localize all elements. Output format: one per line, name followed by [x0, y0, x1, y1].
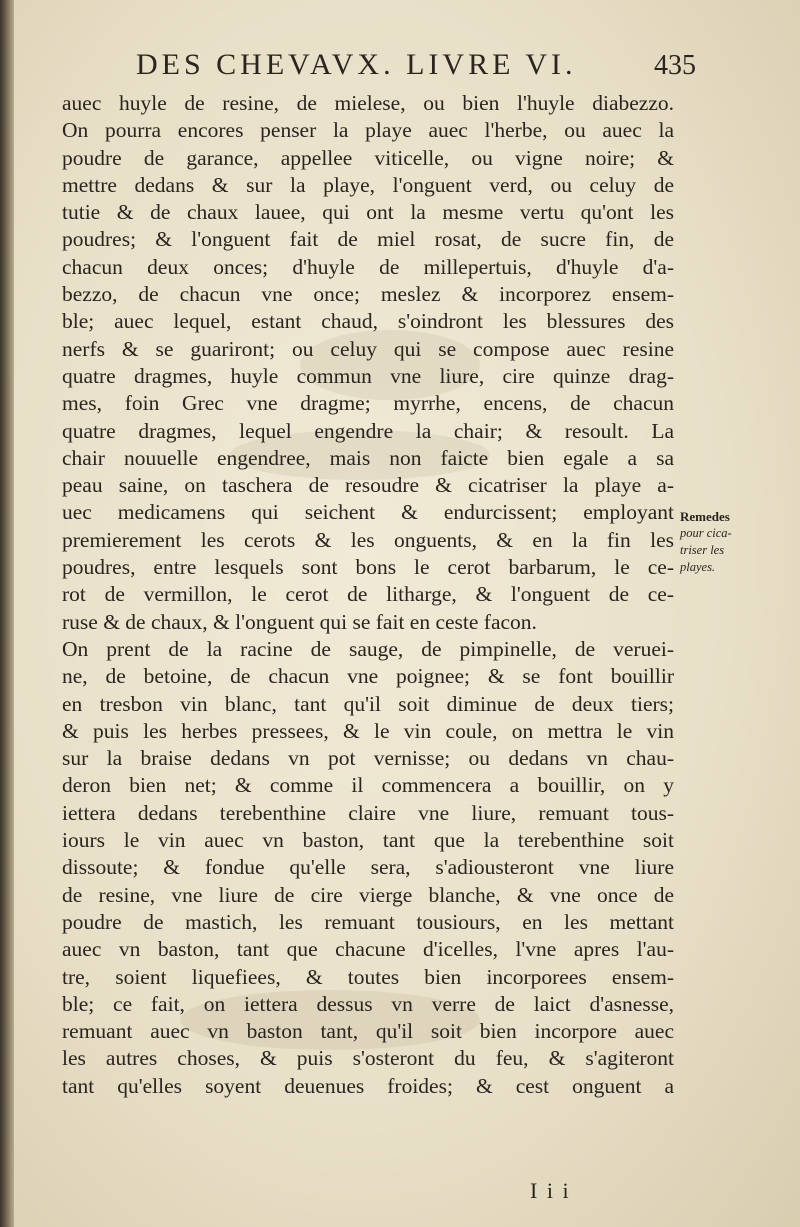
text-line: deron bien net; & comme il commencera a bouillir, on y [62, 773, 674, 798]
text-line: tutie & de chaux lauee, qui ont la mesme vertu qu'ont les [62, 200, 674, 225]
text-line: quatre dragmes, huyle commun vne liure, cire quinze drag- [62, 363, 674, 388]
text-line: rot de vermillon, le cerot de litharge, & l'onguent de ce- [62, 582, 674, 607]
text-line: On prent de la racine de sauge, de pimpinelle, de veruei- [62, 636, 674, 661]
text-line: sur la braise dedans vn pot vernisse; ou dedans vn chau- [62, 746, 674, 771]
text-line: en tresbon vin blanc, tant qu'il soit diminue de deux tiers; [62, 691, 674, 716]
running-title: DES CHEVAVX. LIVRE VI. [136, 48, 577, 81]
text-line: On pourra encores penser la playe auec l'herbe, ou auec la [62, 118, 674, 143]
text-line: poudre de garance, appellee viticelle, ou vigne noire; & [62, 145, 674, 170]
signature-mark: I i i [530, 1178, 571, 1203]
text-line: tre, soient liquefiees, & toutes bien incorporees ensem- [62, 964, 674, 989]
text-line: poudre de mastich, les remuant tousiours, en les mettant [62, 909, 674, 934]
text-line: chacun deux onces; d'huyle de millepertuis, d'huyle d'a- [62, 254, 674, 279]
text-line: de resine, vne liure de cire vierge blanche, & vne once de [62, 882, 674, 907]
page-number: 435 [654, 50, 696, 81]
binding-gutter [0, 0, 14, 1227]
margin-note-line: triser les [680, 543, 725, 557]
text-line: mettre dedans & sur la playe, l'onguent verd, ou celuy de [62, 172, 674, 197]
text-line: bezzo, de chacun vne once; meslez & incorporez ensem- [62, 282, 674, 307]
text-line: uec medicamens qui seichent & endurcissent; employant [62, 500, 674, 525]
text-line: poudres, entre lesquels sont bons le cerot barbarum, le ce- [62, 555, 674, 580]
text-line: ble; auec lequel, estant chaud, s'oindront les blessures des [62, 309, 674, 334]
page-header [136, 48, 696, 88]
text-line: remuant auec vn baston tant, qu'il soit bien incorpore auec [62, 1019, 674, 1044]
text-line: premierement les cerots & les onguents, & en la fin les [62, 527, 674, 552]
text-line: ne, de betoine, de chacun vne poignee; & se font bouillir [62, 664, 674, 689]
body-text [62, 90, 674, 1100]
text-line: ruse & de chaux, & l'onguent qui se fait en ceste facon. [62, 609, 537, 634]
margin-note-line: playes. [680, 560, 716, 574]
text-line: les autres choses, & puis s'osteront du feu, & s'agiteront [62, 1046, 674, 1071]
text-line: mes, foin Grec vne dragme; myrrhe, encens, de chacun [62, 391, 674, 416]
text-line: iettera dedans terebenthine claire vne liure, remuant tous- [62, 800, 674, 825]
text-line: dissoute; & fondue qu'elle sera, s'adiousteront vne liure [62, 855, 674, 880]
text-line: poudres; & l'onguent fait de miel rosat, de sucre fin, de [62, 227, 674, 252]
margin-note [680, 508, 790, 576]
text-line: auec huyle de resine, de mielese, ou bien l'huyle diabezzo. [62, 91, 674, 115]
margin-note-line: pour cica- [680, 526, 732, 540]
text-line: iours le vin auec vn baston, tant que la terebenthine soit [62, 828, 674, 853]
text-line: chair nouuelle engendree, mais non faicte bien egale a sa [62, 445, 674, 470]
margin-note-line: Remedes [680, 509, 730, 524]
text-line: nerfs & se guariront; ou celuy qui se compose auec resine [62, 336, 674, 361]
text-line: peau saine, on taschera de resoudre & cicatriser la playe a- [62, 473, 674, 498]
text-line: auec vn baston, tant que chacune d'icelles, l'vne apres l'au- [62, 937, 674, 962]
text-line: & puis les herbes pressees, & le vin coule, on mettra le vin [62, 718, 674, 743]
text-line: ble; ce fait, on iettera dessus vn verre de laict d'asnesse, [62, 991, 674, 1016]
text-line: quatre dragmes, lequel engendre la chair; & resoult. La [62, 418, 674, 443]
text-line: tant qu'elles soyent deuenues froides; & cest onguent a [62, 1073, 674, 1098]
